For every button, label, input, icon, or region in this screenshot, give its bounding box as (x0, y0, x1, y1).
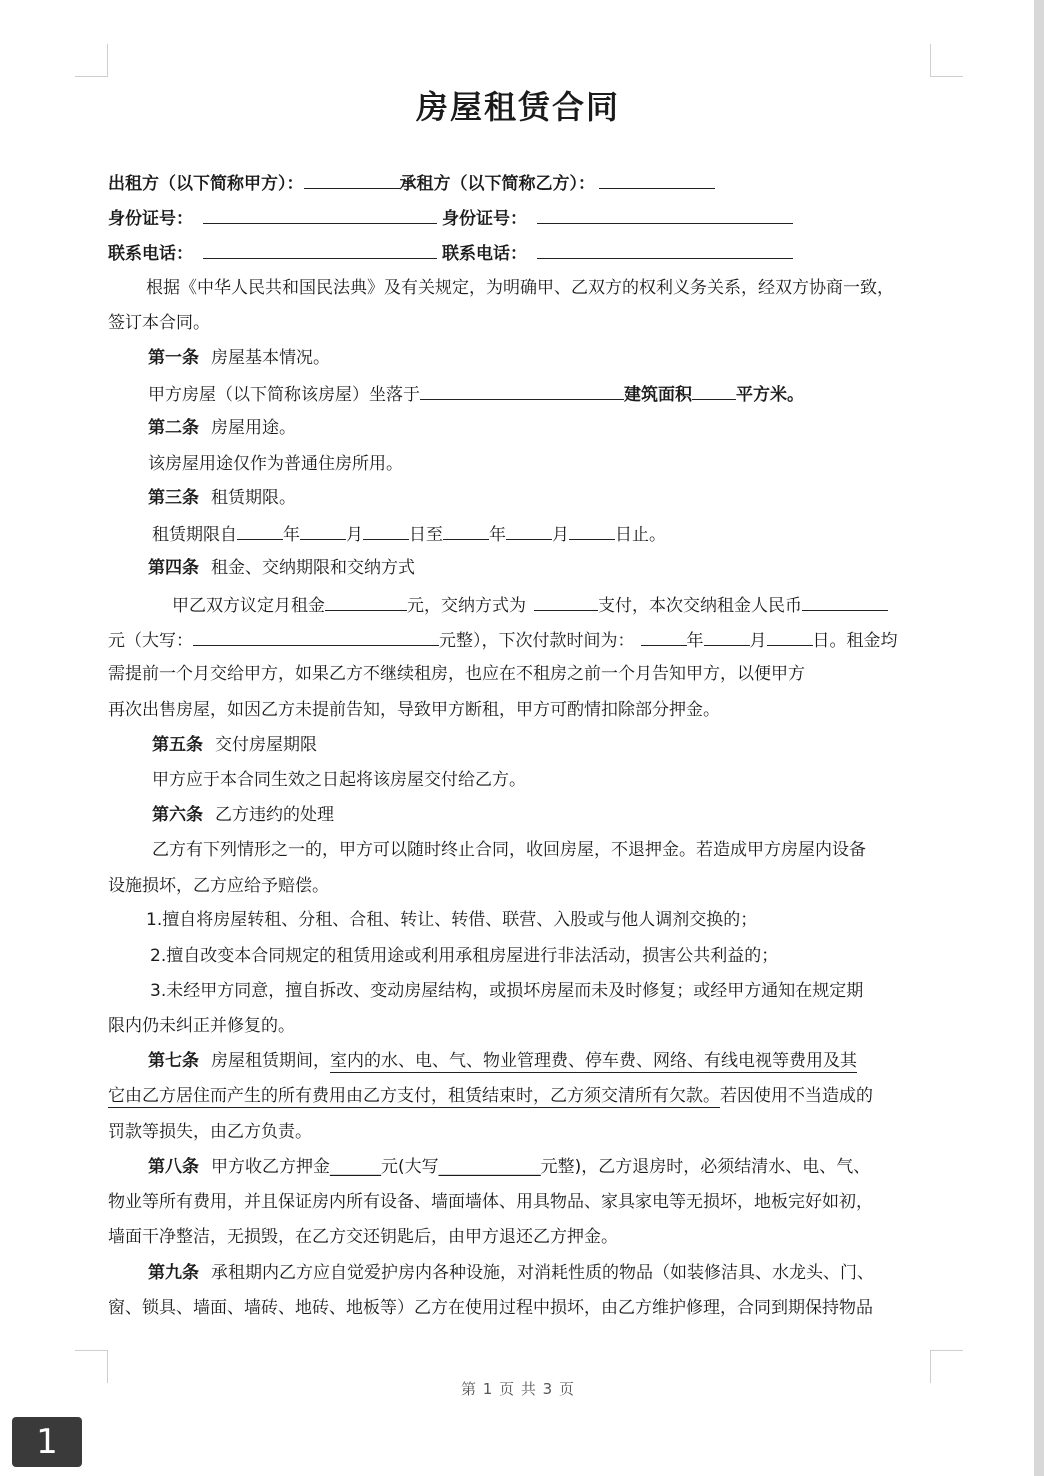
lessor-phone-blank[interactable] (203, 240, 437, 259)
article-6-item-1: 1.擅自将房屋转租、分租、合租、转让、转借、联营、入股或与他人调剂交换的； (146, 910, 758, 930)
article-6-item-3b: 限内仍未纠正并修复的。 (108, 1016, 295, 1036)
lessee-id-blank[interactable] (537, 205, 793, 224)
window-edge (1034, 0, 1044, 1476)
start-year-blank[interactable] (237, 521, 283, 540)
article-9-line-1: 第九条 承租期内乙方应自觉爱护房内各种设施，对消耗性质的物品（如装修洁具、水龙头、门、 (148, 1263, 874, 1283)
end-day-blank[interactable] (569, 521, 615, 540)
address-blank[interactable] (420, 381, 624, 400)
lessor-blank[interactable] (304, 170, 400, 189)
document-title: 房屋租赁合同 (415, 88, 620, 126)
lessor-phone-label: 联系电话： (108, 244, 193, 264)
article-4-line-3: 需提前一个月交给甲方，如果乙方不继续租房，也应在不租房之前一个月告知甲方，以便甲方 (108, 664, 805, 684)
lessee-phone-blank[interactable] (537, 240, 793, 259)
lessor-id-label: 身份证号： (108, 209, 193, 229)
margin-mark-top-left (75, 44, 108, 77)
lessor-label: 出租方（以下简称甲方）： (108, 174, 304, 194)
article-4-line-1: 甲乙双方议定月租金 元，交纳方式为 支付，本次交纳租金人民币 (172, 592, 888, 618)
article-4-heading: 第四条 租金、交纳期限和交纳方式 (148, 558, 415, 578)
lessor-phone-line (108, 240, 437, 266)
area-blank[interactable] (692, 381, 736, 400)
article-2-heading: 第二条 房屋用途。 (148, 418, 296, 438)
article-6-line-2: 设施损坏，乙方应给予赔偿。 (108, 876, 329, 896)
intro-line-1: 根据《中华人民共和国民法典》及有关规定，为明确甲、乙双方的权利义务关系，经双方协商一致， (146, 278, 894, 298)
article-9-line-2: 窗、锁具、墙面、墙砖、地砖、地板等）乙方在使用过程中损坏，由乙方维护修理，合同到期保持物品 (108, 1298, 873, 1318)
article-5-body: 甲方应于本合同生效之日起将该房屋交付给乙方。 (152, 770, 526, 790)
article-8-line-2: 物业等所有费用，并且保证房内所有设备、墙面墙体、用具物品、家具家电等无损坏，地板完好如初， (108, 1192, 873, 1212)
intro-line-2: 签订本合同。 (108, 313, 210, 333)
lessee-blank[interactable] (599, 170, 715, 189)
end-year-blank[interactable] (443, 521, 489, 540)
next-month-blank[interactable] (704, 627, 750, 646)
start-month-blank[interactable] (300, 521, 346, 540)
start-day-blank[interactable] (363, 521, 409, 540)
article-4-line-4: 再次出售房屋，如因乙方未提前告知，导致甲方断租，甲方可酌情扣除部分押金。 (108, 700, 720, 720)
rent-amount-blank[interactable] (802, 592, 888, 611)
lessee-phone-label: 联系电话： (442, 244, 527, 264)
article-7-line-2: 它由乙方居住而产生的所有费用由乙方支付，租赁结束时，乙方须交清所有欠款。若因使用不当造成的 (108, 1086, 873, 1106)
margin-mark-top-right (930, 44, 963, 77)
article-3-heading: 第三条 租赁期限。 (148, 488, 296, 508)
monthly-rent-blank[interactable] (325, 592, 407, 611)
lessee-id-line (442, 205, 793, 231)
next-day-blank[interactable] (767, 627, 813, 646)
end-month-blank[interactable] (506, 521, 552, 540)
lessee-id-label: 身份证号： (442, 209, 527, 229)
lessor-id-line (108, 205, 437, 231)
article-6-line-1: 乙方有下列情形之一的，甲方可以随时终止合同，收回房屋，不退押金。若造成甲方房屋内设备 (152, 840, 866, 860)
article-3-term: 租赁期限自 年 月 日至 年 月 日止。 (152, 521, 666, 547)
article-7-line-3: 罚款等损失，由乙方负责。 (108, 1122, 312, 1142)
lessor-line (108, 170, 715, 196)
lessee-phone-line (442, 240, 793, 266)
article-1-heading (148, 346, 330, 370)
payment-method-blank[interactable] (534, 592, 598, 611)
article-4-line-2: 元（大写： 元整），下次付款时间为： 年 月 日。租金均 (108, 627, 898, 653)
article-7-line-1: 第七条 房屋租赁期间，室内的水、电、气、物业管理费、停车费、网络、有线电视等费用及其 (148, 1051, 857, 1071)
lessor-id-blank[interactable] (203, 205, 437, 224)
article-6-heading: 第六条 乙方违约的处理 (152, 805, 334, 825)
page-number-badge[interactable]: 1 (12, 1417, 82, 1467)
article-8-line-1: 第八条 甲方收乙方押金______元(大写____________元整)，乙方退房时，必须结清水、电、气、 (148, 1157, 871, 1177)
page-footer: 第 1 页 共 3 页 (461, 1380, 575, 1398)
lessee-label: 承租方（以下简称乙方）： (399, 174, 595, 194)
article-1-location: 甲方房屋（以下简称该房屋）坐落于 建筑面积 平方米。 (148, 381, 804, 407)
article-1-title: 房屋基本情况。 (211, 348, 330, 368)
article-6-item-3a: 3.未经甲方同意，擅自拆改、变动房屋结构，或损坏房屋而未及时修复；或经甲方通知在规定期 (150, 981, 864, 1001)
article-2-body: 该房屋用途仅作为普通住房所用。 (148, 454, 403, 474)
article-1-number: 第一条 (148, 348, 199, 368)
article-5-heading: 第五条 交付房屋期限 (152, 735, 317, 755)
next-year-blank[interactable] (641, 627, 687, 646)
rent-amount-words-blank[interactable] (193, 627, 439, 646)
article-8-line-3: 墙面干净整洁，无损毁，在乙方交还钥匙后，由甲方退还乙方押金。 (108, 1227, 618, 1247)
article-6-item-2: 2.擅自改变本合同规定的租赁用途或利用承租房屋进行非法活动，损害公共利益的； (150, 946, 779, 966)
